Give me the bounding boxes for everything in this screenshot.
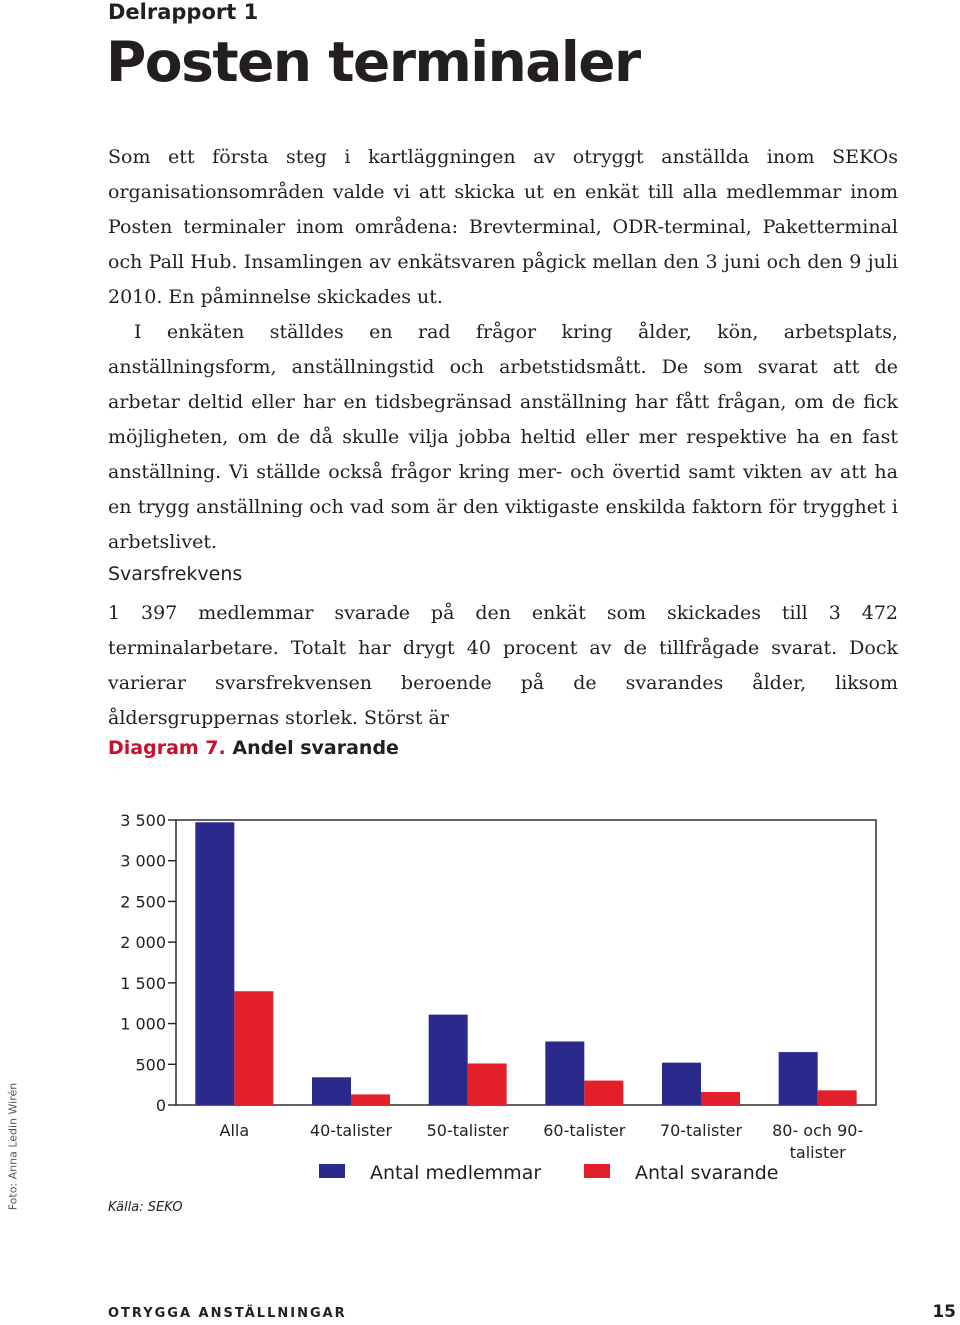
x-tick-label: 70-talister: [659, 1121, 743, 1140]
section-kicker: Delrapport 1: [108, 0, 259, 24]
x-tick-label: talister: [789, 1143, 846, 1162]
section-paragraph: 1 397 medlemmar svarade på den enkät som skickades till 3 472 terminalarbetare. Totalt har drygt 40 procent av de tillfrågade svarat. Dock varierar svarsfrekvensen beroende på de svarandes ålder, liksom åldersgruppernas storlek. Störst är: [108, 602, 898, 729]
bar-svarande-1: [351, 1094, 390, 1105]
page-number: 15: [932, 1302, 956, 1322]
photo-credit: Foto: Anna Ledin Wirén: [6, 1082, 20, 1211]
section-text: [108, 596, 898, 736]
y-tick-label: 500: [135, 1055, 166, 1075]
bar-svarande-3: [584, 1081, 623, 1105]
legend-label: Antal svarande: [635, 1162, 779, 1184]
bar-chart: [0, 780, 960, 1200]
bar-svarande-5: [818, 1090, 857, 1105]
y-tick-label: 0: [155, 1096, 166, 1115]
diagram-title: Andel svarande: [232, 737, 399, 759]
legend-label: Antal medlemmar: [370, 1162, 542, 1184]
intro-text: [108, 140, 898, 560]
page-title: Posten terminaler: [106, 30, 640, 94]
x-tick-label: 60-talister: [543, 1121, 626, 1140]
y-tick-label: 1 500: [120, 973, 166, 993]
footer-title: OTRYGGA ANSTÄLLNINGAR: [108, 1306, 347, 1321]
bar-medlemmar-0: [195, 822, 234, 1105]
intro-paragraph-1: Som ett första steg i kartläggningen av otryggt anställda inom SEKOs organisationsområden valde vi att skicka ut en enkät till alla medlemmar inom Posten terminaler inom områdena: Brevterminal, ODR-terminal, Paketterminal och Pall Hub. Insamlingen av enkätsvaren pågick mellan den 3 juni och den 9 juli 2010. En påminnelse skickades ut.: [108, 146, 898, 308]
source-note: Källa: SEKO: [108, 1200, 183, 1215]
y-tick-label: 3 000: [120, 851, 166, 871]
bar-medlemmar-5: [779, 1052, 818, 1105]
bar-svarande-0: [234, 991, 273, 1105]
diagram-label: Diagram 7.: [108, 737, 226, 759]
chart-legend: [319, 1162, 778, 1184]
section-heading: Svarsfrekvens: [108, 563, 243, 585]
x-tick-label: Alla: [219, 1121, 250, 1140]
bar-medlemmar-2: [429, 1015, 468, 1105]
y-tick-label: 2 000: [120, 933, 166, 953]
bar-svarande-2: [468, 1063, 507, 1105]
bar-medlemmar-4: [662, 1063, 701, 1105]
y-tick-label: 2 500: [120, 892, 166, 912]
diagram-caption: [108, 737, 399, 759]
legend-swatch: [584, 1164, 610, 1178]
bar-medlemmar-3: [545, 1041, 584, 1105]
bar-svarande-4: [701, 1092, 740, 1105]
chart-x-labels: [220, 1121, 864, 1162]
plot-frame: [176, 820, 876, 1105]
x-tick-label: 40-talister: [309, 1121, 393, 1140]
x-tick-label: 50-talister: [426, 1121, 509, 1140]
y-tick-label: 1 000: [120, 1014, 166, 1034]
intro-paragraph-2: I enkäten ställdes en rad frågor kring ålder, kön, arbetsplats, anställningsform, anställningstid och arbetstidsmått. De som svarat att de arbetar deltid eller har en tidsbegränsad anställning har fått frågan, om de fick möjligheten, om de då skulle vilja jobba heltid eller mer respektive ha en fast anställning. Vi ställde också frågor kring mer- och övertid samt vikten av att ha en trygg anställning och vad som är den viktigaste enskilda faktorn för trygghet i arbetslivet.: [108, 321, 898, 553]
chart-bars: [195, 822, 856, 1105]
bar-medlemmar-1: [312, 1077, 351, 1105]
legend-swatch: [319, 1164, 345, 1178]
y-tick-label: 3 500: [120, 811, 166, 830]
x-tick-label: 80- och 90-: [772, 1121, 864, 1140]
